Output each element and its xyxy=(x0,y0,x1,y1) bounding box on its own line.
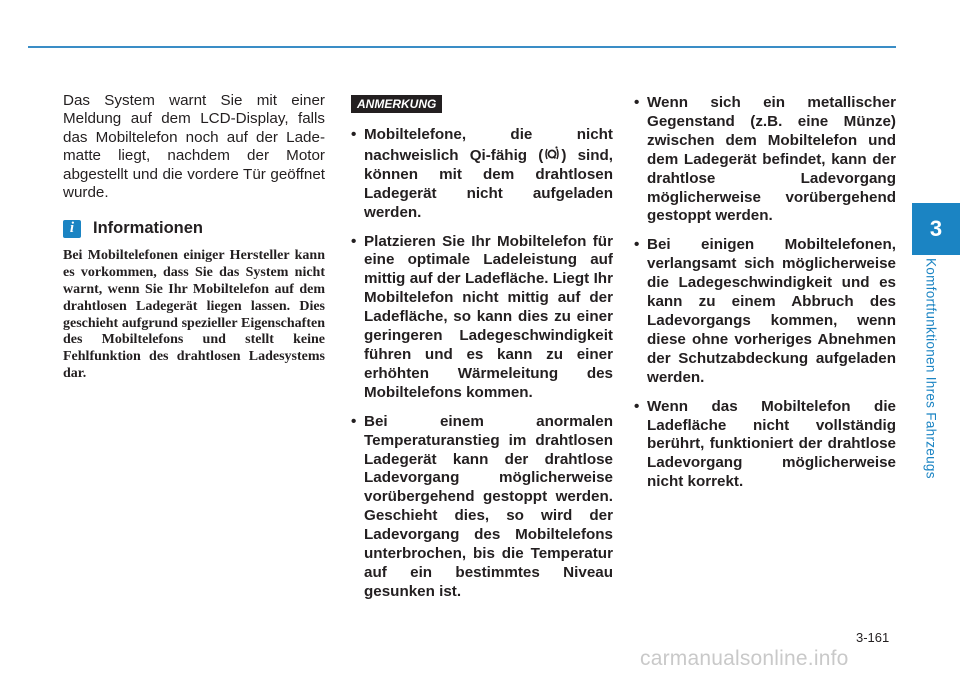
note-list xyxy=(351,126,613,602)
chapter-side-title: Komfortfunktionen Ihres Fahrzeugs xyxy=(923,258,939,479)
list-item: • Platzieren Sie Ihr Mobiltelefon für eine optimale Ladeleistung auf mittig auf der Ladefläche. Liegt Ihr Mobiltelefon nicht mittig auf der Ladefläche, so kann dies zu einer geringeren Ladegeschwindigkeit führen und es kann zu einer erhöhten Wärmeleitung des Mobiltelefons kommen. xyxy=(351,233,613,403)
note-badge: ANMERKUNG xyxy=(351,95,442,113)
column-right xyxy=(634,94,896,502)
list-item-text: ) sind, können mit dem drahtlosen Ladegerät nicht aufgeladen werden. xyxy=(364,146,614,221)
chapter-tab xyxy=(912,203,960,255)
information-header xyxy=(63,219,325,238)
note-list-continued xyxy=(634,94,896,492)
header-rule xyxy=(28,46,896,48)
qi-wireless-charging-icon xyxy=(543,145,561,163)
chapter-number: 3 xyxy=(929,216,943,241)
list-item: • Bei einigen Mobiltelefonen, verlangsamt sich möglicherweise die Ladegeschwindigkeit und es kann zu einem Abbruch des Ladevorgangs kommen, wenn diese ohne vorheriges Abnehmen der Schutzabdeckung aufgeladen werden. xyxy=(634,236,896,387)
column-middle xyxy=(351,95,613,612)
column-left xyxy=(63,92,325,383)
list-item xyxy=(351,126,613,223)
info-icon: i xyxy=(63,220,81,238)
list-item: • Wenn das Mobiltelefon die Ladefläche nicht vollständig berührt, funktioniert der drahtlose Ladevorgang möglicherweise nicht korrekt. xyxy=(634,398,896,493)
information-title: Informationen xyxy=(93,219,203,238)
page-number: 3-161 xyxy=(856,630,890,645)
list-item-text: Mobiltelefone, die nicht nachweislich Qi-fähig ( xyxy=(364,126,613,164)
list-item: • Wenn sich ein metallischer Gegenstand (z.B. eine Münze) zwischen dem Mobiltelefon und dem Ladegerät befindet, kann der drahtlose Ladevorgang möglicherweise vorübergehend gestoppt werden. xyxy=(634,94,896,226)
intro-paragraph: Das System warnt Sie mit einer Meldung auf dem LCD-Display, falls das Mobiltelefon noch auf der Ladematte liegt, nachdem der Motor abgestellt und die vordere Tür geöffnet wurde. xyxy=(63,92,325,202)
watermark: carmanualsonline.info xyxy=(640,647,849,670)
list-item: • Bei einem anormalen Temperaturanstieg im drahtlosen Ladegerät kann der drahtlose Ladevorgang möglicherweise vorübergehend gestoppt werden. Geschieht dies, so wird der Ladevorgang des Mobiltelefons unterbrochen, bis die Temperatur auf ein bestimmtes Niveau gesunken ist. xyxy=(351,413,613,602)
information-text: Bei Mobiltelefonen einiger Hersteller kann es vorkommen, dass Sie das System nicht warnt, wenn Sie Ihr Mobiltelefon auf dem drahtlosen Ladegerät liegen lassen. Dies geschieht aufgrund spezieller Eigenschaften des Mobiltelefons und stellt keine Fehlfunktion des drahtlosen Ladesystems dar. xyxy=(63,248,325,382)
